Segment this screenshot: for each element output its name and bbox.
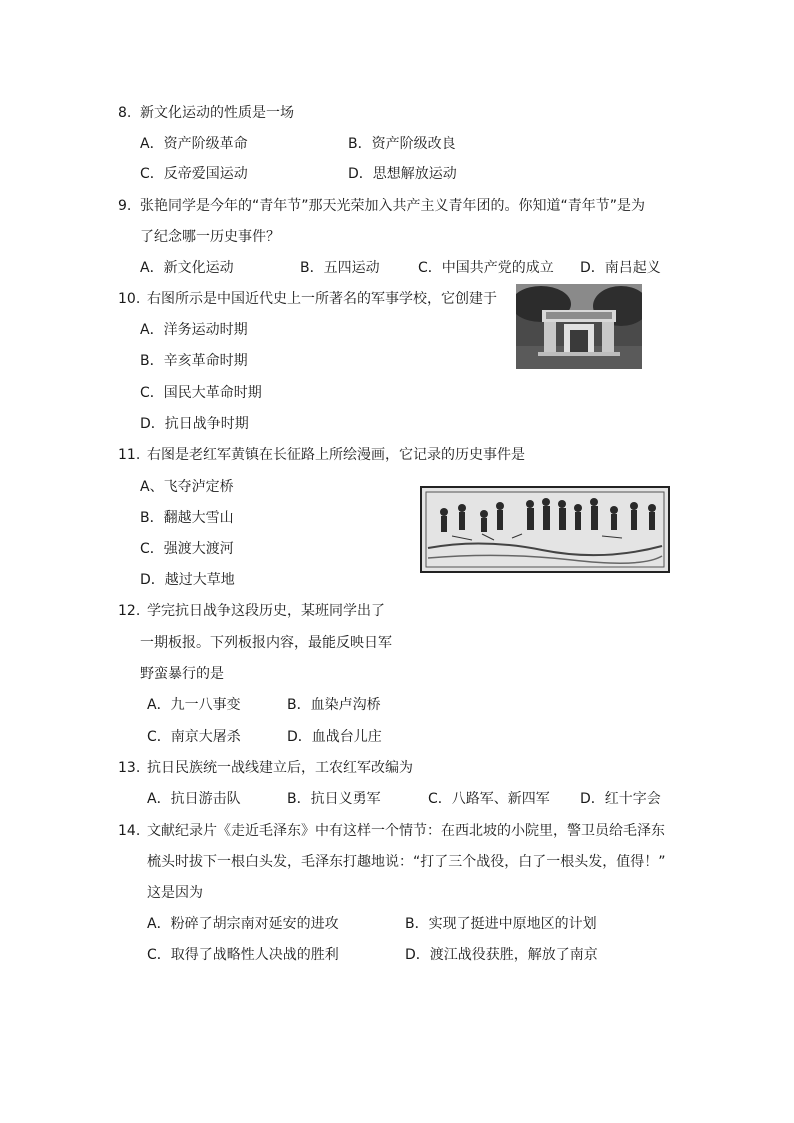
option-b: B．翻越大雪山 [140, 510, 234, 526]
long-march-sketch [420, 486, 670, 573]
gate-photo-drawing [516, 284, 642, 369]
question-stem: 新文化运动的性质是一场 [140, 105, 294, 121]
question-number: 13. [118, 760, 141, 776]
option-d: D．红十字会 [580, 791, 661, 807]
option-d: D．抗日战争时期 [140, 416, 249, 432]
question-number: 11. [118, 447, 141, 463]
question-number: 14. [118, 823, 141, 839]
military-academy-gate-photo [516, 284, 642, 369]
question-number: 10. [118, 291, 141, 307]
option-c: C．八路军、新四军 [428, 791, 550, 807]
question-number: 12. [118, 603, 141, 619]
option-d: D．南吕起义 [580, 260, 661, 276]
option-d: D．思想解放运动 [348, 166, 457, 182]
option-b: B．抗日义勇军 [287, 791, 381, 807]
option-b: B．资产阶级改良 [348, 136, 456, 152]
sketch-drawing [422, 488, 668, 571]
question-stem-continued: 一期板报。下列板报内容，最能反映日军 [140, 635, 392, 651]
option-a: A．九一八事变 [147, 697, 241, 713]
option-a: A．洋务运动时期 [140, 322, 248, 338]
option-c: C．反帝爱国运动 [140, 166, 248, 182]
question-number: 9. [118, 198, 132, 214]
option-b: B．辛亥革命时期 [140, 353, 248, 369]
question-stem: 文献纪录片《走近毛泽东》中有这样一个情节：在西北坡的小院里，警卫员给毛泽东 [147, 823, 665, 839]
option-a: A．粉碎了胡宗南对延安的进攻 [147, 916, 339, 932]
option-c: C．取得了战略性人决战的胜利 [147, 947, 339, 963]
option-c: C．南京大屠杀 [147, 729, 241, 745]
question-stem: 抗日民族统一战线建立后，工农红军改编为 [147, 760, 413, 776]
question-stem: 学完抗日战争这段历史，某班同学出了 [147, 603, 385, 619]
question-stem: 张艳同学是今年的“青年节”那天光荣加入共产主义青年团的。你知道“青年节”是为 [140, 198, 646, 214]
option-d: D．渡江战役获胜，解放了南京 [405, 947, 598, 963]
question-stem-continued: 梳头时拔下一根白头发，毛泽东打趣地说：“打了三个战役，白了一根头发，值得！” [147, 854, 666, 870]
option-a: A．新文化运动 [140, 260, 234, 276]
option-c: C．强渡大渡河 [140, 541, 234, 557]
option-a: A．抗日游击队 [147, 791, 241, 807]
option-a: A、飞夺泸定桥 [140, 479, 234, 495]
option-a: A．资产阶级革命 [140, 136, 248, 152]
option-d: D．血战台儿庄 [287, 729, 382, 745]
option-b: B．实现了挺进中原地区的计划 [405, 916, 597, 932]
question-stem: 右图是老红军黄镇在长征路上所绘漫画，它记录的历史事件是 [147, 447, 525, 463]
option-c: C．国民大革命时期 [140, 385, 262, 401]
option-c: C．中国共产党的成立 [418, 260, 554, 276]
question-stem: 右图所示是中国近代史上一所著名的军事学校，它创建于 [147, 291, 497, 307]
option-b: B．五四运动 [300, 260, 380, 276]
question-number: 8. [118, 105, 132, 121]
option-d: D．越过大草地 [140, 572, 235, 588]
question-stem-continued: 了纪念哪一历史事件？ [140, 229, 280, 245]
question-stem-continued: 这是因为 [147, 885, 203, 901]
option-b: B．血染卢沟桥 [287, 697, 381, 713]
question-stem-continued: 野蛮暴行的是 [140, 666, 224, 682]
